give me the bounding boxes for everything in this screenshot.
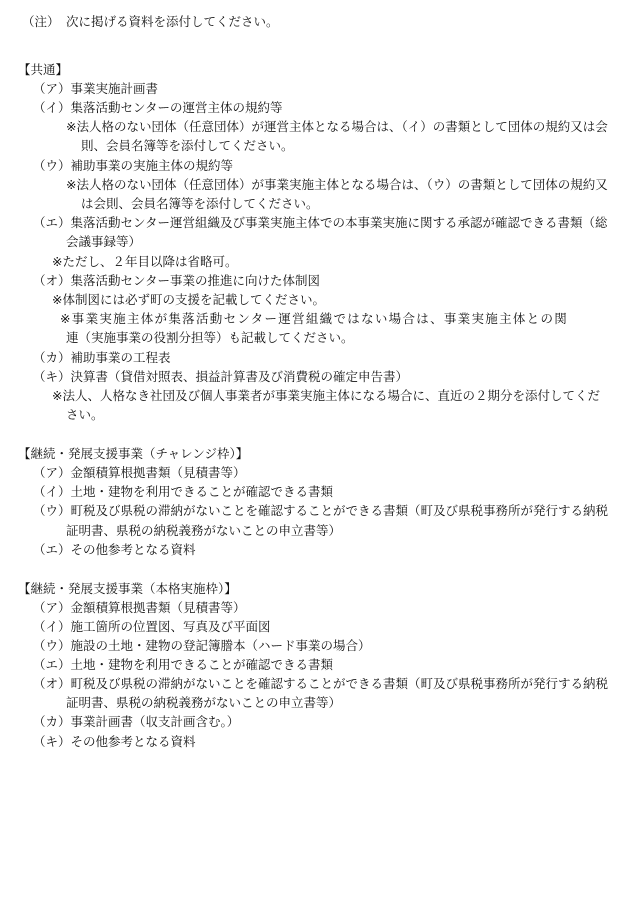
section-heading-common: 【共通】 [18, 62, 69, 77]
list-item: （ウ）施設の土地・建物の登記簿謄本（ハード事業の場合） [33, 638, 371, 653]
list-item: （オ）町税及び県税の滞納がないことを確認することができる書類（町及び県税事務所が発行する納税 [33, 676, 609, 691]
note-line: ※法人、人格なき社団及び個人事業者が事業実施主体になる場合に、直近の２期分を添付してくだ [52, 388, 600, 403]
note-line: ※法人格のない団体（任意団体）が事業実施主体となる場合は、（ウ）の書類として団体の規約又 [66, 177, 608, 192]
list-item-cont: 証明書、県税の納税義務がないことの申立書等） [66, 523, 342, 538]
note-line: 連（実施事業の役割分担等）も記載してください。 [66, 330, 354, 345]
list-item: （イ）施工箇所の位置図、写真及び平面図 [33, 619, 271, 634]
note-line: は会則、会員名簿等を添付してください。 [81, 196, 319, 211]
list-item: （エ）集落活動センター運営組織及び事業実施主体での本事業実施に関する承認が確認できる書類（総 [33, 215, 608, 230]
list-item: （キ）その他参考となる資料 [33, 734, 196, 749]
note-line: ※事業実施主体が集落活動センター運営組織ではない場合は、事業実施主体との関 [60, 311, 569, 326]
list-item: （カ）補助事業の工程表 [33, 350, 171, 365]
section-heading-challenge: 【継続・発展支援事業（チャレンジ枠）】 [18, 446, 249, 461]
note-line: ※ただし、２年目以降は省略可。 [52, 254, 238, 269]
note-line: 則、会員名簿等を添付してください。 [81, 138, 294, 153]
list-item: （ウ）補助事業の実施主体の規約等 [33, 158, 234, 173]
list-item: （イ）集落活動センターの運営主体の規約等 [33, 100, 283, 115]
note-line: ※法人格のない団体（任意団体）が運営主体となる場合は、（イ）の書類として団体の規約又は会 [66, 119, 608, 134]
list-item-cont: 会議事録等） [66, 234, 142, 249]
list-item: （オ）集落活動センター事業の推進に向けた体制図 [33, 273, 321, 288]
section-heading-full: 【継続・発展支援事業（本格実施枠）】 [18, 581, 237, 596]
list-item: （カ）事業計画書（収支計画含む。） [33, 714, 240, 729]
list-item: （エ）その他参考となる資料 [33, 542, 196, 557]
list-item: （ア）事業実施計画書 [33, 81, 159, 96]
list-item-cont: 証明書、県税の納税義務がないことの申立書等） [66, 695, 342, 710]
list-item: （ア）金額積算根拠書類（見積書等） [33, 600, 246, 615]
note-text: 次に掲げる資料を添付してください。 [66, 14, 279, 29]
list-item: （キ）決算書（貸借対照表、損益計算書及び消費税の確定申告書） [33, 369, 409, 384]
list-item: （イ）土地・建物を利用できることが確認できる書類 [33, 484, 334, 499]
note-line: さい。 [66, 407, 104, 422]
list-item: （ア）金額積算根拠書類（見積書等） [33, 465, 246, 480]
list-item: （エ）土地・建物を利用できることが確認できる書類 [33, 657, 334, 672]
note-line: ※体制図には必ず町の支援を記載してください。 [52, 292, 325, 307]
list-item: （ウ）町税及び県税の滞納がないことを確認することができる書類（町及び県税事務所が発行する納税 [33, 503, 609, 518]
note-label: （注） [22, 14, 60, 29]
